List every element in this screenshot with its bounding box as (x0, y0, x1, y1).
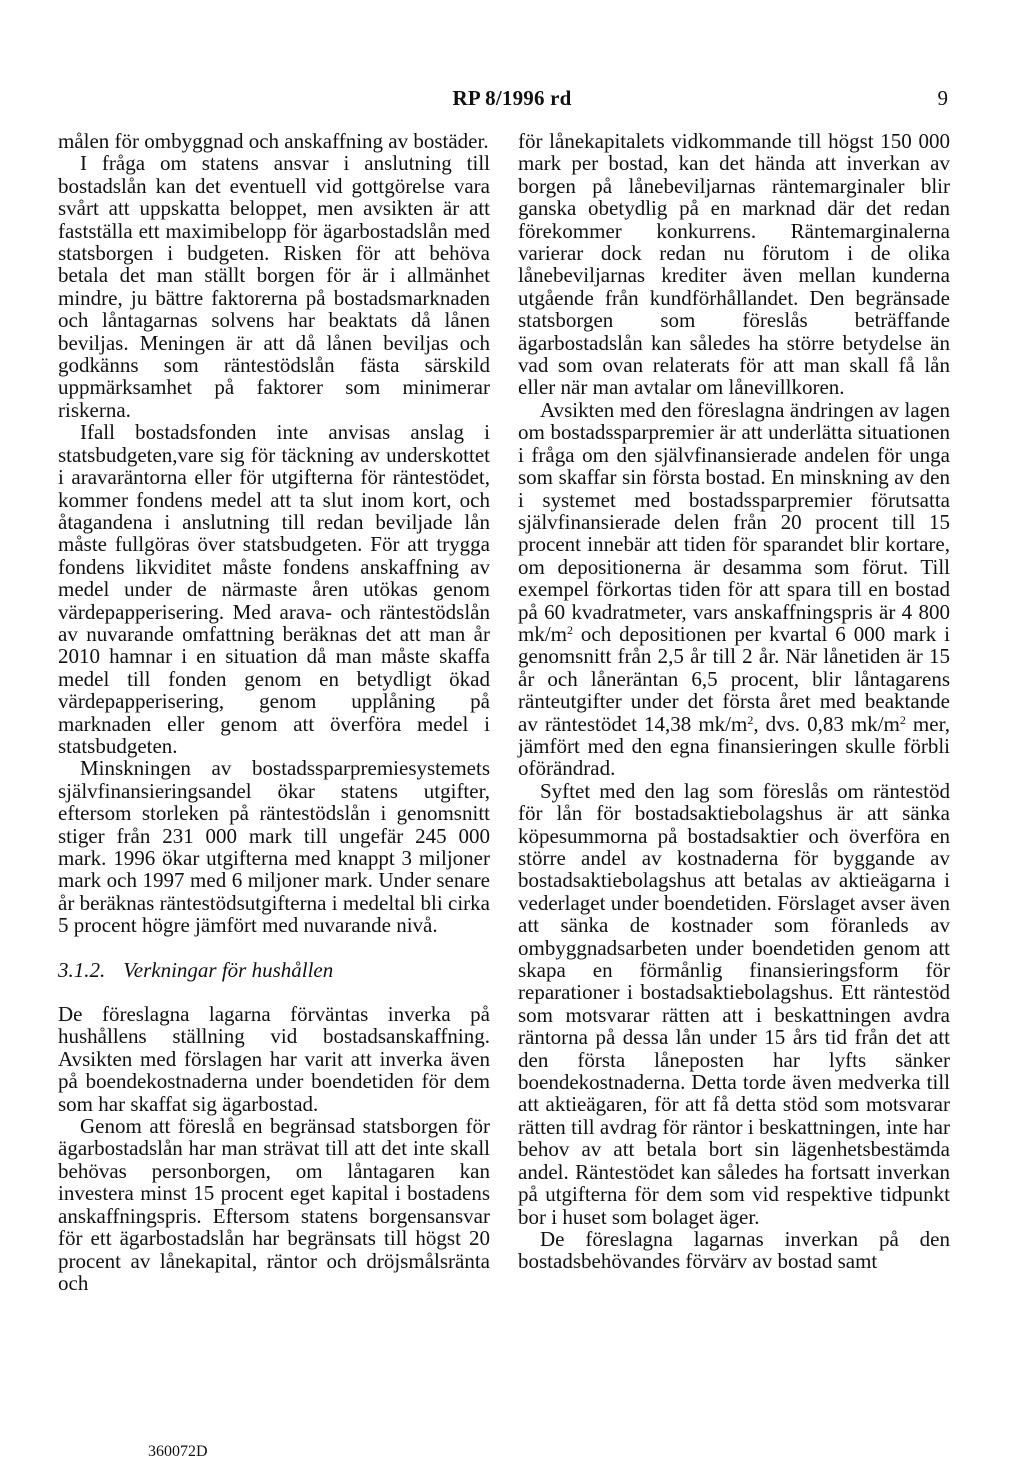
text-run: och depositionen per kvartal 6 000 mark i genomsnitt från 2,5 år till 2 år. När lånetiden är 15 år och låneräntan 6,5 procent, blir låntagarens ränteutgifter under det första året med beaktande av räntestödet 14,38 mk/m (518, 621, 950, 736)
text-run: , dvs. 0,83 mk/m (753, 711, 900, 736)
left-column (58, 130, 490, 1294)
footer-code: 360072D (148, 1443, 208, 1460)
document-reference: RP 8/1996 rd (452, 86, 572, 110)
superscript: 2 (899, 712, 906, 727)
paragraph: I fråga om statens ansvar i anslutning till bostadslån kan det eventuell vid gottgörelse vara svårt att uppskatta beloppet, men avsikten är att fastställa ett maximibelopp för ägarbostadslån med statsborgen i budgeten. Risken för att behöva betala det man ställt borgen för är i allmänhet mindre, ju bättre faktorerna på bostadsmarknaden och låntagarnas solvens har beaktats då lånen beviljas. Meningen är att då lånen beviljas och godkänns som räntestödslån fästa särskild uppmärksamhet på faktorer som minimerar riskerna. (58, 151, 490, 422)
text-run: mer, jämfört med den egna finansieringen skulle förbli oförändrad. (518, 711, 950, 781)
right-column (518, 130, 950, 1273)
page-number: 9 (937, 86, 948, 110)
paragraph (518, 399, 950, 780)
paragraph: Minskningen av bostadssparpremiesystemets självfinansieringsandel ökar statens utgifter, eftersom storleken på räntestödslån i genomsnitt stiger från 231 000 mark till ungefär 245 000 mark. 1996 ökar utgifterna med knappt 3 miljoner mark och 1997 med 6 miljoner mark. Under senare år beräknas räntestödsutgifterna i medeltal bli cirka 5 procent högre jämfört med nuvarande nivå. (58, 756, 490, 938)
superscript: 2 (567, 622, 574, 637)
paragraph: De föreslagna lagarnas inverkan på den bostadsbehövandes förvärv av bostad samt (518, 1226, 950, 1274)
section-heading (58, 959, 490, 981)
paragraph: Genom att föreslå en begränsad statsborgen för ägarbostadslån har man strävat till att det inte skall behövas personborgen, om låntagaren kan investera minst 15 procent eget kapital i bostadens anskaffningspris. Eftersom statens borgensansvar för ett ägarbostadslån har begränsats till högst 20 procent av lånekapital, räntor och dröjsmålsränta och (58, 1114, 490, 1295)
paragraph: Ifall bostadsfonden inte anvisas anslag i statsbudgeten,vare sig för täckning av underskottet i aravaräntorna eller för utgifterna för räntestödet, kommer fondens medel att ta slut inom kort, och åtagandena i anslutning till redan beviljade lån måste fullgöras över statsbudgeten. För att trygga fondens likviditet måste fondens anskaffning av medel under de närmaste åren utökas genom värdepapperisering. Med arava- och räntestödslån av nuvarande omfattning beräknas det att man år 2010 hamnar i en situation då man måste skaffa medel till fonden genom en betydligt ökad värdepapperisering, genom upplåning på marknaden eller genom att överföra medel i statsbudgeten. (58, 420, 490, 758)
text-run: Avsikten med den föreslagna ändringen av lagen om bostadssparpremier är att underlätta situationen i fråga om den självfinansierade andelen för unga som skaffar sin första bostad. En minskning av den i systemet med bostadssparpremier förutsatta självfinansierade delen från 20 procent till 15 procent innebär att tiden för sparandet blir kortare, om depositionerna är desamma som förut. Till exempel förkortas tiden för att spara till en bostad på 60 kvadratmeter, vars anskaffningspris är 4 800 mk/m (518, 397, 950, 646)
superscript: 2 (747, 712, 754, 727)
paragraph: för lånekapitalets vidkommande till högst 150 000 mark per bostad, kan det hända att inverkan av borgen på lånebeviljarnas räntemarginaler blir ganska obetydlig på en marknad där det redan förekommer konkurrens. Räntemarginalerna varierar dock redan nu förutom i de olika lånebeviljarnas krediter även mellan kunderna utgående från kundförhållandet. Den begränsade statsborgen som föreslås beträffande ägarbostadslån kan således ha större betydelse än vad som ovan relaterats för att man skall få lån eller när man avtalar om lånevillkoren. (518, 129, 950, 400)
paragraph: Syftet med den lag som föreslås om räntestöd för lån för bostadsaktiebolagshus är att sänka köpesummorna på bostadsaktier och överföra en större andel av kostnaderna för byggande av bostadsaktiebolagshus att betalas av aktieägarna i vederlaget under boendetiden. Förslaget avser även att sänka de kostnader som föranleds av ombyggnadsarbeten under boendetiden genom att skapa en förmånlig finansieringsform för reparationer i bostadsaktiebolagshus. Ett räntestöd som motsvarar rätten att i beskattningen avdra räntorna på dessa lån under 15 års tid från det att den första låneposten har lyfts sänker boendekostnaderna. Detta torde även medverka till att aktieägaren, för att få detta stöd som motsvarar rätten till avdrag för räntor i beskattningen, inte har behov av att betala bort sin lägenhetsbestämda andel. Räntestödet kan således ha fortsatt inverkan på utgifterna för dem som vid respektive tidpunkt bor i huset som bolaget äger. (518, 778, 950, 1229)
section-title: Verkningar för hushållen (123, 957, 334, 982)
section-number: 3.1.2. (58, 957, 106, 982)
paragraph: målen för ombyggnad och anskaffning av bostäder. (58, 129, 489, 153)
paragraph: De föreslagna lagarna förväntas inverka på hushållens ställning vid bostadsanskaffning. Avsikten med förslagen har varit att inverka även på boendekostnaderna under boendetiden för dem som har skaffat sig ägarbostad. (58, 1002, 490, 1116)
